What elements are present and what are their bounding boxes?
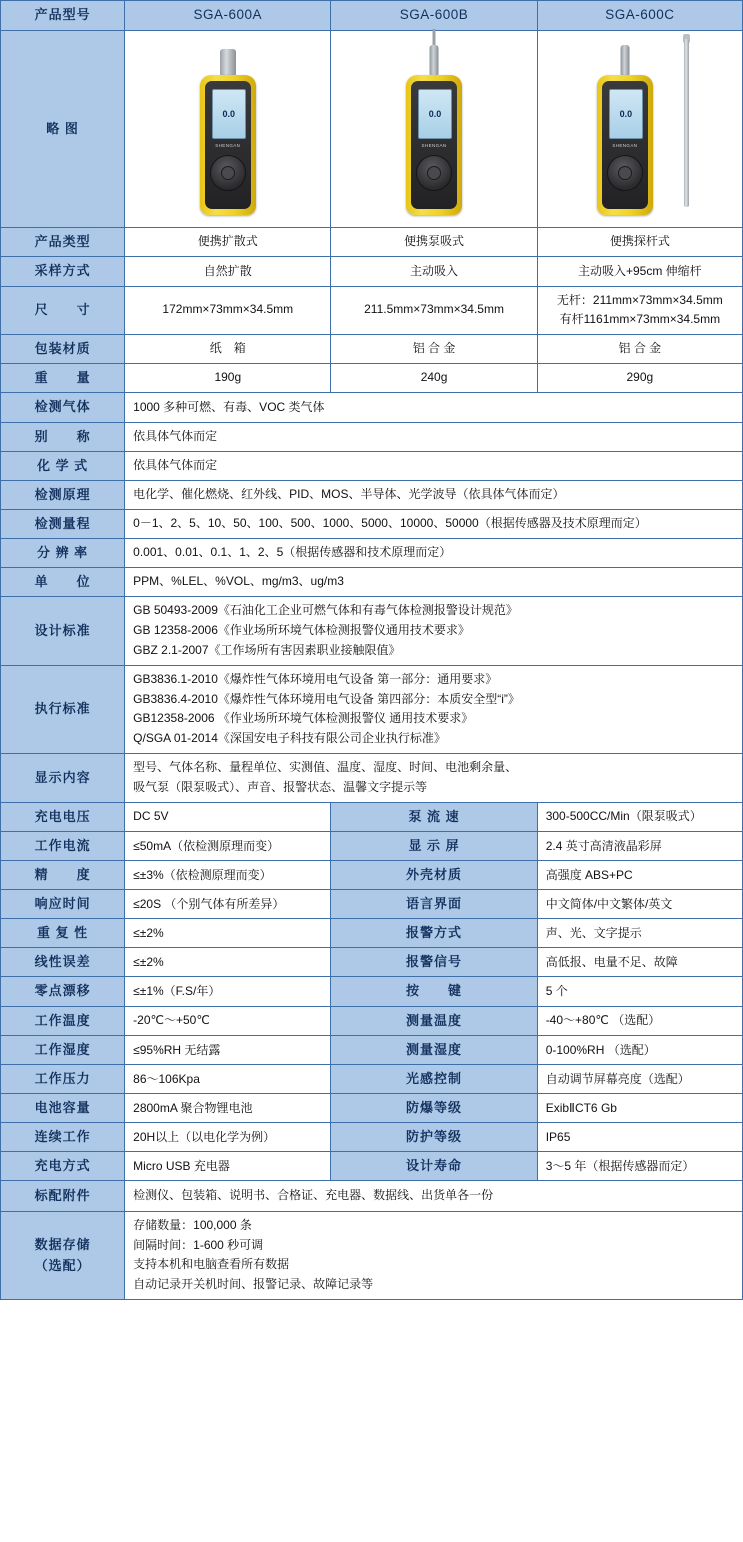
table-row (1, 977, 743, 1006)
device-image-c (537, 30, 742, 227)
table-row (1, 335, 743, 364)
row-label: 检测气体 (1, 393, 125, 422)
row-value: 211.5mm×73mm×34.5mm (331, 286, 537, 335)
row-value-right: 300-500CC/Min（限泵吸式） (537, 802, 742, 831)
row-label: 包装材质 (1, 335, 125, 364)
row-value: 型号、气体名称、量程单位、实测值、温度、湿度、时间、电池剩余量、 吸气泵（限泵吸式）、声音、报警状态、温馨文字提示等 (125, 754, 743, 803)
row-value: 铝 合 金 (537, 335, 742, 364)
row-value-left: Micro USB 充电器 (125, 1152, 331, 1181)
row-label-right: 测量温度 (331, 1006, 537, 1035)
row-label: 重 量 (1, 364, 125, 393)
table-row (1, 597, 743, 665)
row-label-right: 报警方式 (331, 919, 537, 948)
table-row (1, 1064, 743, 1093)
table-row (1, 568, 743, 597)
row-label-right: 报警信号 (331, 948, 537, 977)
row-value-left: ≤50mA（依检测原理而变） (125, 831, 331, 860)
detector-probe-icon (565, 31, 715, 221)
table-row (1, 1181, 743, 1211)
spec-rows-per-model (1, 228, 743, 393)
row-value-right: 3～5 年（根据传感器而定） (537, 1152, 742, 1181)
row-label-right: 按 键 (331, 977, 537, 1006)
row-value: 纸 箱 (125, 335, 331, 364)
row-value: 290g (537, 364, 742, 393)
row-value: 铝 合 金 (331, 335, 537, 364)
table-row-model (1, 1, 743, 31)
detector-diffusion-icon (153, 31, 303, 221)
row-label-left: 工作温度 (1, 1006, 125, 1035)
device-body (200, 75, 256, 215)
device-screen (212, 89, 246, 139)
row-value-right: ExibⅡCT6 Gb (537, 1094, 742, 1123)
row-value: 依具体气体而定 (125, 422, 743, 451)
pump-inlet-icon (430, 45, 439, 75)
table-row (1, 1094, 743, 1123)
row-value-left: ≤±2% (125, 948, 331, 977)
row-value-right: IP65 (537, 1123, 742, 1152)
row-value: 1000 多种可燃、有毒、VOC 类气体 (125, 393, 743, 422)
table-row-diagram (1, 30, 743, 227)
row-value-right: 声、光、文字提示 (537, 919, 742, 948)
row-value: GB3836.1-2010《爆炸性气体环境用电气设备 第一部分：通用要求》 GB3836.4-2010《爆炸性气体环境用电气设备 第四部分：本质安全型“i”》 GB12358-2006 《作业场所环境气体检测报警仪 通用技术要求》 Q/SGA 01-2014《深国安电子科技有限公司企业执行标准》 (125, 665, 743, 753)
pump-inlet-icon (620, 45, 629, 75)
table-row (1, 754, 743, 803)
row-label-left: 重 复 性 (1, 919, 125, 948)
row-label: 别 称 (1, 422, 125, 451)
row-label: 产品类型 (1, 228, 125, 257)
row-label-right: 设计寿命 (331, 1152, 537, 1181)
row-label-right: 防爆等级 (331, 1094, 537, 1123)
table-row (1, 364, 743, 393)
row-value-left: -20℃～+50℃ (125, 1006, 331, 1035)
row-value-left: ≤20S （个别气体有所差异） (125, 890, 331, 919)
row-label: 检测原理 (1, 480, 125, 509)
table-row (1, 539, 743, 568)
row-label-left: 精 度 (1, 860, 125, 889)
device-front-panel (205, 81, 251, 209)
row-label: 化 学 式 (1, 451, 125, 480)
row-value: 主动吸入+95cm 伸缩杆 (537, 257, 742, 286)
table-row (1, 919, 743, 948)
device-keypad (210, 155, 246, 191)
probe-tip-icon (433, 29, 436, 45)
table-row (1, 860, 743, 889)
row-value: 便携扩散式 (125, 228, 331, 257)
row-label: 显示内容 (1, 754, 125, 803)
row-label: 尺 寸 (1, 286, 125, 335)
row-value: 240g (331, 364, 537, 393)
model-b: SGA-600B (331, 1, 537, 31)
row-label-right: 测量湿度 (331, 1035, 537, 1064)
table-row (1, 802, 743, 831)
device-image-b (331, 30, 537, 227)
device-screen (609, 89, 643, 139)
row-label-left: 零点漂移 (1, 977, 125, 1006)
device-brand-text: SHENGAN (215, 142, 241, 148)
row-label-left: 工作压力 (1, 1064, 125, 1093)
table-row (1, 1006, 743, 1035)
table-row (1, 257, 743, 286)
row-value-right: -40～+80℃ （选配） (537, 1006, 742, 1035)
device-body (597, 75, 653, 215)
table-row (1, 510, 743, 539)
row-value: 无杆：211mm×73mm×34.5mm 有杆1161mm×73mm×34.5mm (537, 286, 742, 335)
model-c: SGA-600C (537, 1, 742, 31)
spec-rows-bottom (1, 1181, 743, 1300)
row-value-right: 中文简体/中文繁体/英文 (537, 890, 742, 919)
row-label: 检测量程 (1, 510, 125, 539)
spec-rows-paired (1, 802, 743, 1181)
row-value: 0.001、0.01、0.1、1、2、5（根据传感器和技术原理而定） (125, 539, 743, 568)
table-row (1, 948, 743, 977)
row-value: 主动吸入 (331, 257, 537, 286)
table-row (1, 831, 743, 860)
row-label-right: 显 示 屏 (331, 831, 537, 860)
device-keypad (416, 155, 452, 191)
row-value-left: DC 5V (125, 802, 331, 831)
row-value: 0－1、2、5、10、50、100、500、1000、5000、10000、50000（根据传感器及技术原理而定） (125, 510, 743, 539)
table-row (1, 451, 743, 480)
sensor-cap-icon (220, 49, 236, 75)
row-value: 依具体气体而定 (125, 451, 743, 480)
row-label-right: 泵 流 速 (331, 802, 537, 831)
row-label-left: 响应时间 (1, 890, 125, 919)
row-label-left: 充电电压 (1, 802, 125, 831)
row-value-right: 自动调节屏幕亮度（选配） (537, 1064, 742, 1093)
row-label-left: 电池容量 (1, 1094, 125, 1123)
row-value: 190g (125, 364, 331, 393)
model-a: SGA-600A (125, 1, 331, 31)
table-row (1, 1211, 743, 1299)
row-label-model: 产品型号 (1, 1, 125, 31)
row-value-left: 20H以上（以电化学为例） (125, 1123, 331, 1152)
device-body (406, 75, 462, 215)
device-keypad (607, 155, 643, 191)
row-label-diagram: 略 图 (1, 30, 125, 227)
row-label-left: 工作湿度 (1, 1035, 125, 1064)
row-value: 自然扩散 (125, 257, 331, 286)
device-screen (418, 89, 452, 139)
row-value-right: 2.4 英寸高清液晶彩屏 (537, 831, 742, 860)
row-label: 标配附件 (1, 1181, 125, 1211)
row-label-left: 充电方式 (1, 1152, 125, 1181)
row-value-left: ≤±2% (125, 919, 331, 948)
device-screen-value: 0.0 (222, 108, 236, 119)
row-value: GB 50493-2009《石油化工企业可燃气体和有毒气体检测报警设计规范》 GB 12358-2006《作业场所环境气体检测报警仪通用技术要求》 GBZ 2.1-2007《工作场所有害因素职业接触限值》 (125, 597, 743, 665)
row-value: 电化学、催化燃烧、红外线、PID、MOS、半导体、光学波导（依具体气体而定） (125, 480, 743, 509)
row-value-left: ≤±3%（依检测原理而变） (125, 860, 331, 889)
row-value: 检测仪、包装箱、说明书、合格证、充电器、数据线、出货单各一份 (125, 1181, 743, 1211)
table-row (1, 480, 743, 509)
row-label-right: 语言界面 (331, 890, 537, 919)
row-value-right: 5 个 (537, 977, 742, 1006)
table-row (1, 1035, 743, 1064)
row-label: 单 位 (1, 568, 125, 597)
row-label-left: 工作电流 (1, 831, 125, 860)
row-value-left: ≤95%RH 无结露 (125, 1035, 331, 1064)
table-row (1, 890, 743, 919)
device-screen-value: 0.0 (619, 108, 633, 119)
spec-rows-full-width (1, 393, 743, 802)
row-label: 分 辨 率 (1, 539, 125, 568)
device-front-panel (411, 81, 457, 209)
table-row (1, 1152, 743, 1181)
device-brand-text: SHENGAN (612, 142, 638, 148)
table-row (1, 422, 743, 451)
row-value: 172mm×73mm×34.5mm (125, 286, 331, 335)
row-label: 采样方式 (1, 257, 125, 286)
row-label-left: 线性误差 (1, 948, 125, 977)
row-value: PPM、%LEL、%VOL、mg/m3、ug/m3 (125, 568, 743, 597)
row-value: 便携泵吸式 (331, 228, 537, 257)
row-label-left: 连续工作 (1, 1123, 125, 1152)
table-row (1, 286, 743, 335)
row-label-right: 防护等级 (331, 1123, 537, 1152)
row-value: 存储数量：100,000 条 间隔时间：1-600 秒可调 支持本机和电脑查看所有数据 自动记录开关机时间、报警记录、故障记录等 (125, 1211, 743, 1299)
row-value-right: 0-100%RH （选配） (537, 1035, 742, 1064)
device-brand-text: SHENGAN (421, 142, 447, 148)
table-row (1, 228, 743, 257)
row-label-right: 外壳材质 (331, 860, 537, 889)
table-row (1, 393, 743, 422)
row-value-right: 高强度 ABS+PC (537, 860, 742, 889)
device-screen-value: 0.0 (428, 108, 442, 119)
row-label: 数据存储 （选配） (1, 1211, 125, 1299)
row-value-left: 86～106Kpa (125, 1064, 331, 1093)
row-label-right: 光感控制 (331, 1064, 537, 1093)
row-value-left: ≤±1%（F.S/年） (125, 977, 331, 1006)
row-value-left: 2800mA 聚合物锂电池 (125, 1094, 331, 1123)
table-row (1, 1123, 743, 1152)
device-front-panel (602, 81, 648, 209)
device-image-a (125, 30, 331, 227)
row-label: 执行标准 (1, 665, 125, 753)
table-row (1, 665, 743, 753)
extension-rod-icon (684, 39, 689, 207)
row-value: 便携探杆式 (537, 228, 742, 257)
row-value-right: 高低报、电量不足、故障 (537, 948, 742, 977)
detector-pump-icon (359, 31, 509, 221)
row-label: 设计标准 (1, 597, 125, 665)
